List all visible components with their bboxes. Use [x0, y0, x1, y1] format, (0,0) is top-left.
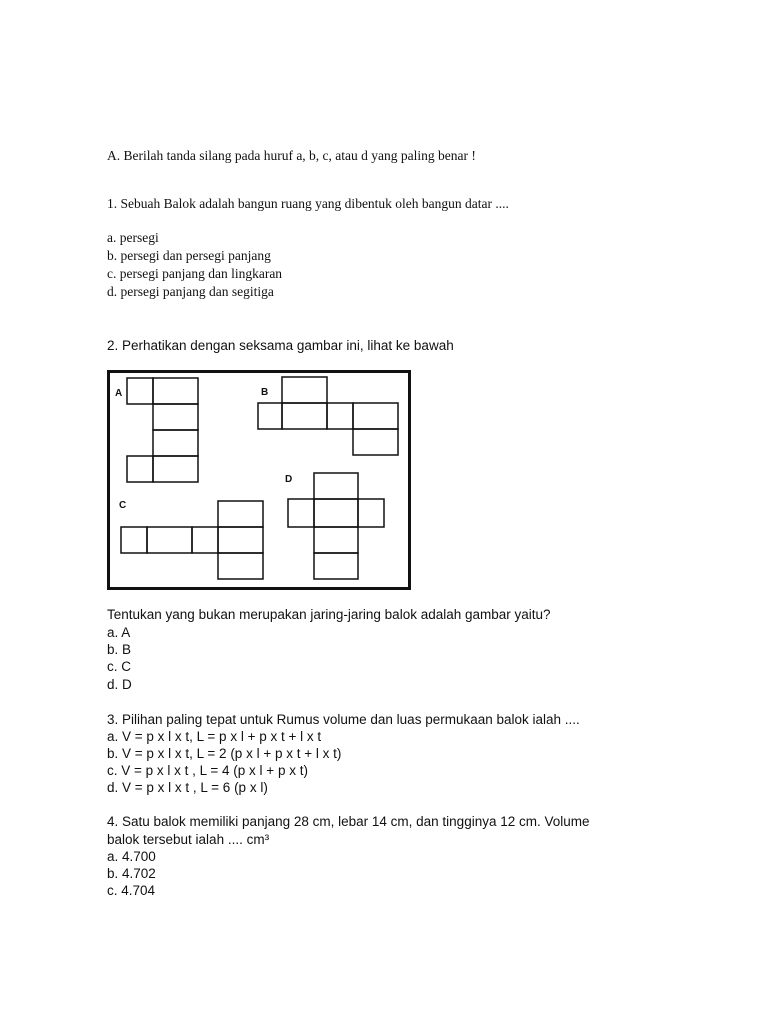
q2-option-b: b. B: [107, 642, 132, 657]
q3-option-b: b. V = p x l x t, L = 2 (p x l + p x t + l x t): [107, 746, 342, 761]
net-c-label: C: [119, 500, 127, 511]
q3-option-a: a. V = p x l x t, L = p x l + p x t + l x t: [107, 729, 322, 744]
q2-prompt: Tentukan yang bukan merupakan jaring-jaring balok adalah gambar yaitu?: [107, 607, 551, 622]
q3-question: 3. Pilihan paling tepat untuk Rumus volume dan luas permukaan balok ialah ....: [107, 712, 580, 727]
instruction-text: A. Berilah tanda silang pada huruf a, b, c, atau d yang paling benar !: [107, 148, 476, 163]
q1-option-c: c. persegi panjang dan lingkaran: [107, 266, 283, 281]
q2-option-c: c. C: [107, 659, 132, 674]
q3-option-d: d. V = p x l x t , L = 6 (p x l): [107, 780, 268, 795]
q1-option-d: d. persegi panjang dan segitiga: [107, 284, 274, 299]
q4-option-a: a. 4.700: [107, 849, 156, 864]
q4-question-line1: 4. Satu balok memiliki panjang 28 cm, lebar 14 cm, dan tingginya 12 cm. Volume: [107, 814, 590, 829]
q2-option-a: a. A: [107, 625, 131, 640]
q4-option-c: c. 4.704: [107, 883, 156, 898]
net-d-label: D: [285, 474, 293, 485]
q2-question: 2. Perhatikan dengan seksama gambar ini, lihat ke bawah: [107, 338, 454, 353]
q1-question: 1. Sebuah Balok adalah bangun ruang yang dibentuk oleh bangun datar ....: [107, 196, 509, 211]
cuboid-nets-figure: [107, 370, 411, 590]
net-a-label: A: [115, 388, 123, 399]
q4-option-b: b. 4.702: [107, 866, 156, 881]
q4-question-line2: balok tersebut ialah .... cm³: [107, 832, 270, 847]
q1-option-a: a. persegi: [107, 230, 159, 245]
q2-option-d: d. D: [107, 677, 132, 692]
net-b-label: B: [261, 387, 269, 398]
q1-option-b: b. persegi dan persegi panjang: [107, 248, 271, 263]
q3-option-c: c. V = p x l x t , L = 4 (p x l + p x t): [107, 763, 308, 778]
